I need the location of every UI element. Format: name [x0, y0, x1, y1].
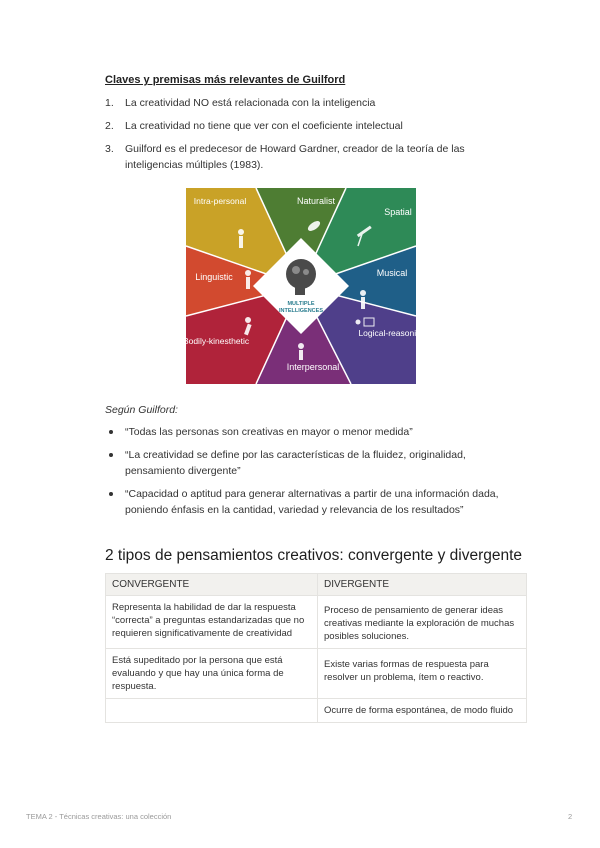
list-item: [105, 141, 525, 173]
section-title: Claves y premisas más relevantes de Guilford: [105, 74, 346, 86]
table-cell: Está supeditado por la persona que está evaluando y que hay una única forma de respuesta.: [106, 649, 318, 699]
list-item: [105, 95, 525, 111]
list-item-text: “Todas las personas son creativas en mayor o menor medida”: [125, 426, 413, 438]
label-spatial: Spatial: [384, 207, 412, 217]
guilford-caption: Según Guilford:: [105, 404, 178, 416]
list-number: 2.: [105, 120, 114, 132]
label-naturalist: Naturalist: [296, 196, 336, 206]
list-item-text: La creatividad NO está relacionada con la inteligencia: [125, 97, 376, 109]
header-divergente: DIVERGENTE: [318, 574, 527, 596]
table-cell: Existe varias formas de respuesta para resolver un problema, ítem o reactivo.: [318, 649, 527, 699]
table-row: [106, 699, 527, 723]
label-logical-reasoning: Logical-reasoning: [358, 328, 426, 338]
quotes-list: [105, 424, 525, 525]
table-cell: [106, 699, 318, 723]
table-cell: Representa la habilidad de dar la respuesta “correcta” a preguntas estandarizadas que no requieren significativamente de creatividad: [106, 596, 318, 649]
table-cell: Proceso de pensamiento de generar ideas creativas mediante la exploración de muchas posibles soluciones.: [318, 596, 527, 649]
label-intra-personal: Intra-personal: [193, 196, 247, 206]
table-cell: Ocurre de forma espontánea, de modo fluido: [318, 699, 527, 723]
list-item: [105, 118, 525, 134]
center-label-2: INTELLIGENCES: [278, 308, 324, 314]
premises-list: [105, 95, 525, 180]
list-number: 3.: [105, 143, 114, 155]
bullet: [109, 430, 113, 434]
page-number: 2: [568, 812, 573, 821]
header-convergente: CONVERGENTE: [106, 574, 318, 596]
list-item-text: “Capacidad o aptitud para generar alternativas a partir de una información dada, poniendo énfasis en la cantidad, variedad y relevancia de los resultados”: [125, 488, 499, 516]
list-item-text: Guilford es el predecesor de Howard Gardner, creador de la teoría de las inteligencias múltiples (1983).: [125, 143, 465, 171]
table-header-row: [106, 574, 527, 596]
center-label-1: MULTIPLE: [287, 301, 315, 307]
bullet: [109, 453, 113, 457]
label-musical: Musical: [376, 268, 408, 278]
label-interpersonal: Interpersonal: [286, 362, 340, 372]
list-item: [105, 486, 525, 518]
list-item-text: “La creatividad se define por las características de la fluidez, originalidad, pensamiento divergente”: [125, 449, 466, 477]
list-number: 1.: [105, 97, 114, 109]
table-row: [106, 596, 527, 649]
list-item-text: La creatividad no tiene que ver con el coeficiente intelectual: [125, 120, 403, 132]
list-item: [105, 424, 525, 440]
bullet: [109, 492, 113, 496]
label-bodily-kinesthetic: Bodily-kinesthetic: [182, 336, 250, 346]
multiple-intelligences-figure: [182, 188, 426, 384]
list-item: [105, 447, 525, 479]
section-heading: 2 tipos de pensamientos creativos: convergente y divergente: [105, 547, 523, 564]
footer-title: TEMA 2 - Técnicas creativas: una colección: [26, 812, 172, 821]
label-linguistic: Linguistic: [195, 272, 233, 282]
table-row: [106, 649, 527, 699]
comparison-table: [105, 573, 527, 723]
